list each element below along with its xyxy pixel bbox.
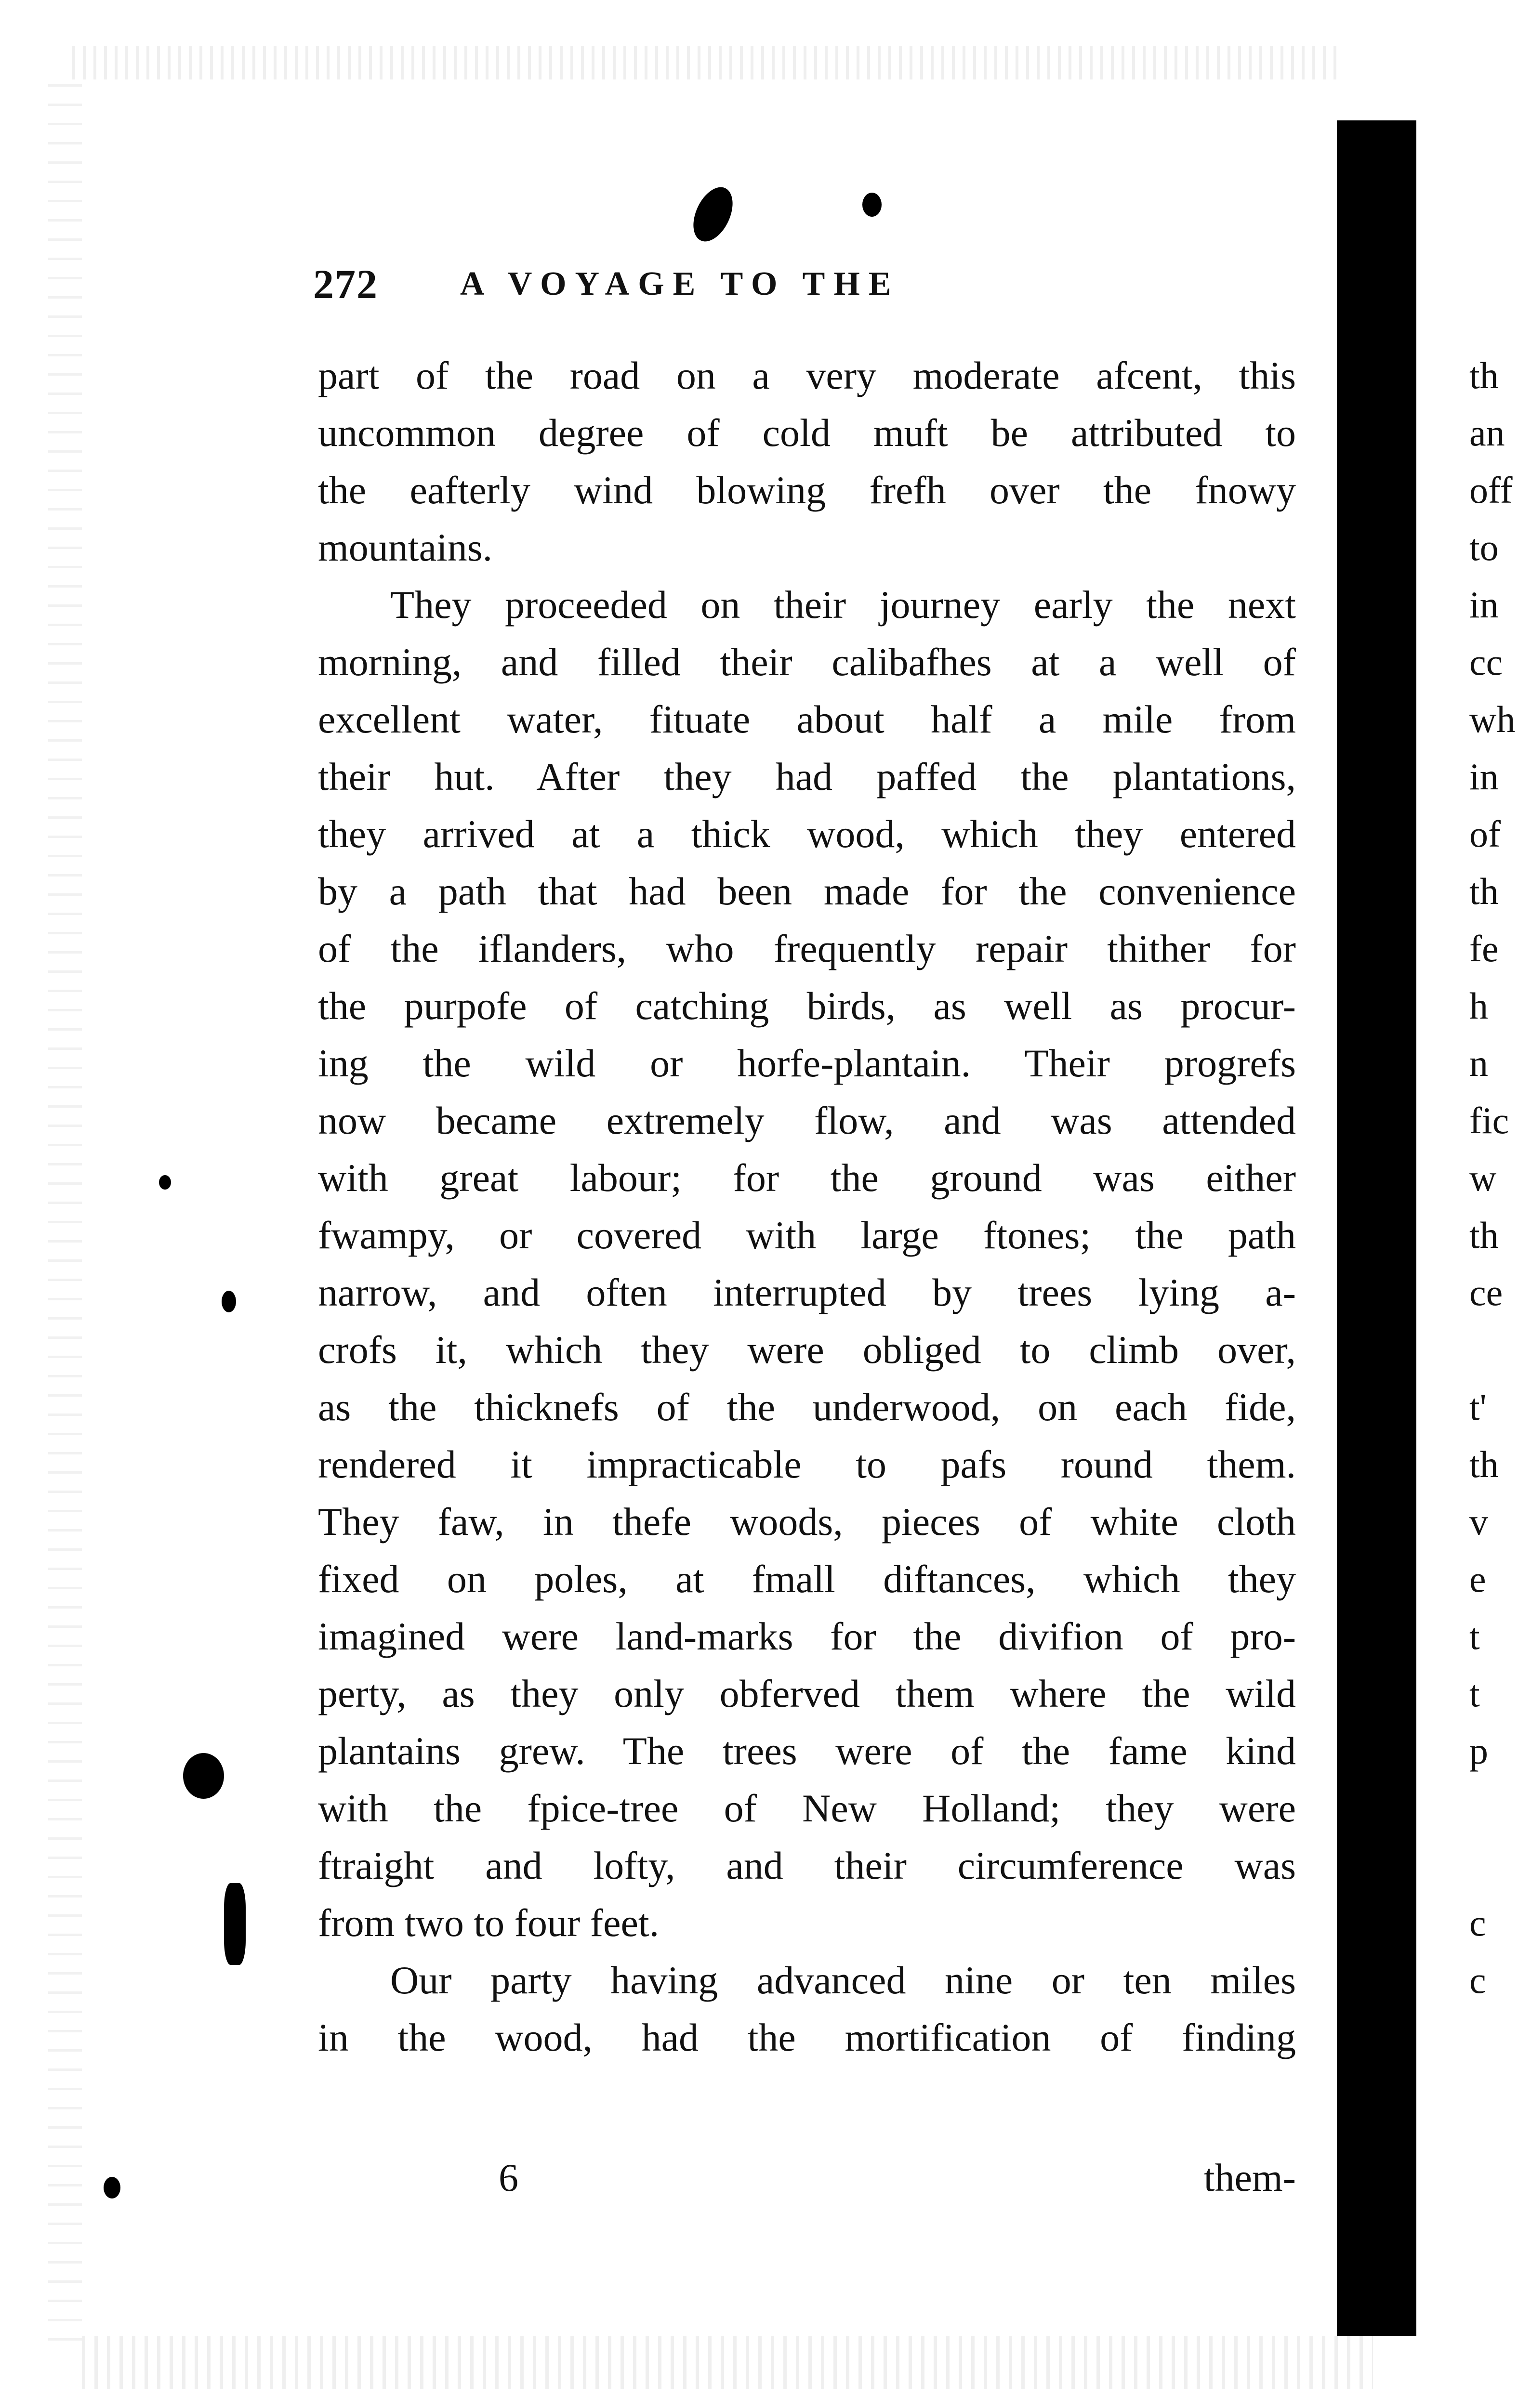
- fragment: fic: [1469, 1099, 1509, 1141]
- text-line: narrow, and often interrupted by trees lying a-: [318, 1270, 1296, 1314]
- body-text: [318, 347, 1296, 2066]
- text-line: as the thicknefs of the underwood, on each fide,: [318, 1385, 1296, 1429]
- text-line: by a path that had been made for the convenience: [318, 869, 1296, 913]
- text-line: morning, and filled their calibafhes at a well of: [318, 640, 1296, 684]
- text-line: their hut. After they had paffed the plantations,: [318, 755, 1296, 798]
- page-number: 272: [313, 261, 378, 307]
- scan-edge-noise-left: [48, 77, 82, 2341]
- text-line: They proceeded on their journey early the next: [390, 583, 1296, 627]
- text-line: ing the wild or horfe-plantain. Their progrefs: [318, 1041, 1296, 1085]
- ink-blot: [862, 193, 882, 217]
- text-line: fwampy, or covered with large ftones; the path: [318, 1213, 1296, 1257]
- fragment: e: [1469, 1558, 1486, 1600]
- text-line: plantains grew. The trees were of the fame kind: [318, 1729, 1296, 1773]
- fragment: in: [1469, 584, 1499, 626]
- fragment: [1469, 1321, 1518, 1378]
- text-line: ftraight and lofty, and their circumference was: [318, 1844, 1296, 1887]
- text-line: uncommon degree of cold muft be attributed to: [318, 411, 1296, 455]
- scan-edge-noise-bottom: [82, 2336, 1373, 2389]
- fragment: c: [1469, 1959, 1486, 2001]
- fragment: fe: [1469, 928, 1499, 969]
- facing-page-text-fragments: [1469, 347, 1518, 2009]
- fragment: w: [1469, 1157, 1497, 1199]
- text-line: perty, as they only obferved them where the wild: [318, 1672, 1296, 1715]
- fragment: h: [1469, 985, 1488, 1027]
- ink-blot: [222, 1291, 236, 1312]
- fragment: p: [1469, 1730, 1488, 1772]
- fragment: ce: [1469, 1271, 1503, 1313]
- fragment: to: [1469, 526, 1499, 568]
- text-line: Our party having advanced nine or ten miles: [390, 1958, 1296, 2002]
- text-line: rendered it impracticable to pafs round them.: [318, 1442, 1296, 1486]
- text-line: part of the road on a very moderate afcent, this: [318, 353, 1296, 397]
- ink-blot: [686, 181, 740, 248]
- text-line: they arrived at a thick wood, which they entered: [318, 812, 1296, 856]
- text-line: in the wood, had the mortification of finding: [318, 2015, 1296, 2059]
- fragment: wh: [1469, 698, 1516, 740]
- text-line: with great labour; for the ground was either: [318, 1156, 1296, 1200]
- running-head: [313, 258, 1036, 311]
- fragment: th: [1469, 1214, 1499, 1256]
- text-line: the purpofe of catching birds, as well as procur-: [318, 984, 1296, 1028]
- ink-blot: [183, 1753, 224, 1799]
- fragment: an: [1469, 412, 1505, 454]
- fragment: in: [1469, 756, 1499, 798]
- ink-blot: [159, 1175, 171, 1190]
- fragment: t: [1469, 1673, 1480, 1714]
- fragment: n: [1469, 1042, 1488, 1084]
- running-title: A VOYAGE TO THE: [460, 265, 900, 302]
- page-footer: [332, 2155, 1296, 2208]
- catchword: them-: [1203, 2156, 1296, 2199]
- fragment: t: [1469, 1615, 1480, 1657]
- text-line: from two to four feet.: [318, 1901, 660, 1945]
- ink-blot: [104, 2177, 120, 2199]
- fragment: v: [1469, 1501, 1488, 1543]
- fragment: th: [1469, 1443, 1499, 1485]
- text-line: They faw, in thefe woods, pieces of white cloth: [318, 1500, 1296, 1544]
- fragment: of: [1469, 813, 1501, 855]
- text-line: now became extremely flow, and was attended: [318, 1099, 1296, 1142]
- fragment: t': [1469, 1386, 1487, 1428]
- fragment: c: [1469, 1902, 1486, 1944]
- text-line: excellent water, fituate about half a mile from: [318, 697, 1296, 741]
- text-line: fixed on poles, at fmall diftances, which they: [318, 1557, 1296, 1601]
- text-line: the eafterly wind blowing frefh over the fnowy: [318, 468, 1296, 512]
- fragment: cc: [1469, 641, 1503, 683]
- book-gutter-shadow: [1337, 120, 1416, 2336]
- text-line: crofs it, which they were obliged to climb over,: [318, 1328, 1296, 1372]
- fragment: th: [1469, 870, 1499, 912]
- text-line: with the fpice-tree of New Holland; they were: [318, 1786, 1296, 1830]
- text-line: of the iflanders, who frequently repair thither for: [318, 927, 1296, 970]
- scan-edge-noise-top: [72, 46, 1339, 79]
- fragment: off: [1469, 469, 1513, 511]
- fragment: th: [1469, 354, 1499, 396]
- text-line: mountains.: [318, 525, 493, 569]
- fragment: [1469, 1837, 1518, 1894]
- fragment: [1469, 1780, 1518, 1837]
- ink-blot: [224, 1883, 246, 1965]
- text-line: imagined were land-marks for the divifion of pro-: [318, 1614, 1296, 1658]
- signature-mark: 6: [499, 2156, 518, 2199]
